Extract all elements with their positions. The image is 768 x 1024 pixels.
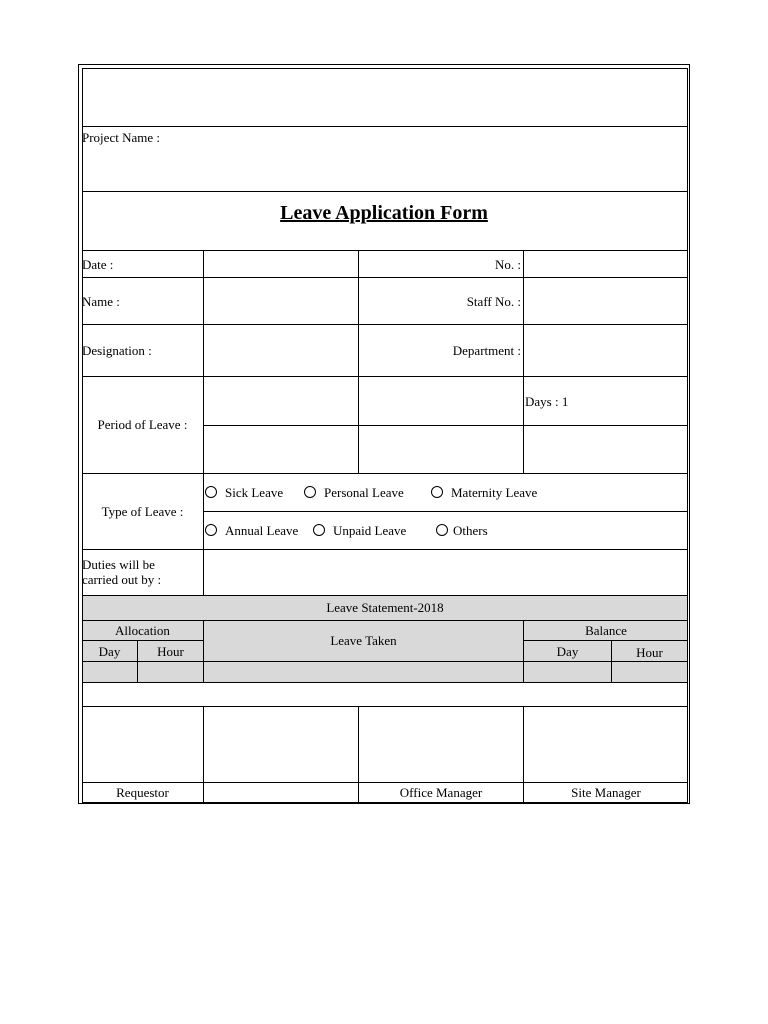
annual-leave-radio[interactable] <box>205 524 217 536</box>
rule <box>82 549 688 550</box>
annual-leave-label: Annual Leave <box>225 523 299 538</box>
leave-taken-header: Leave Taken <box>330 633 397 648</box>
site-manager-label: Site Manager <box>571 785 641 800</box>
rule <box>203 250 204 377</box>
date-label: Date : <box>82 257 114 272</box>
rule <box>82 250 688 251</box>
unpaid-leave-label: Unpaid Leave <box>333 523 407 538</box>
balance-header: Balance <box>585 623 627 638</box>
no-label: No. : <box>495 257 521 272</box>
rule <box>523 250 524 474</box>
rule <box>687 68 688 803</box>
rule <box>82 661 688 662</box>
allocation-day-header: Day <box>98 644 121 659</box>
rule <box>358 250 359 474</box>
maternity-leave-label: Maternity Leave <box>451 485 538 500</box>
rule <box>82 782 688 783</box>
rule <box>524 640 688 641</box>
leave-taken-header-bg <box>204 620 524 682</box>
rule <box>82 802 688 803</box>
personal-leave-radio[interactable] <box>304 486 316 498</box>
balance-hour-header: Hour <box>636 645 663 660</box>
rule <box>204 511 688 512</box>
form-title: Leave Application Form <box>280 202 488 224</box>
rule <box>82 277 688 278</box>
personal-leave-label: Personal Leave <box>324 485 404 500</box>
balance-day-header: Day <box>556 644 579 659</box>
rule <box>82 473 688 474</box>
sick-leave-radio[interactable] <box>205 486 217 498</box>
duties-label: Duties will be carried out by : <box>82 557 162 587</box>
department-label: Department : <box>452 343 521 358</box>
rule <box>82 595 688 596</box>
rule <box>82 324 688 325</box>
days-value: Days : 1 <box>525 394 569 409</box>
unpaid-leave-radio[interactable] <box>313 524 325 536</box>
rule <box>82 640 204 641</box>
maternity-leave-radio[interactable] <box>431 486 443 498</box>
rule <box>203 706 204 803</box>
office-manager-label: Office Manager <box>399 785 483 800</box>
others-radio[interactable] <box>436 524 448 536</box>
project-name-label: Project Name : <box>82 130 160 145</box>
designation-label: Designation : <box>82 343 152 358</box>
rule <box>82 376 688 377</box>
others-label: Others <box>453 523 488 538</box>
leave-statement-title: Leave Statement-2018 <box>326 600 444 615</box>
rule <box>82 682 688 683</box>
sick-leave-label: Sick Leave <box>225 485 284 500</box>
rule <box>82 191 688 192</box>
rule <box>203 620 204 682</box>
rule <box>82 126 688 127</box>
rule <box>82 68 688 69</box>
staff-no-label: Staff No. : <box>466 294 521 309</box>
type-of-leave-label: Type of Leave : <box>101 504 184 519</box>
rule <box>82 706 688 707</box>
rule <box>203 376 204 596</box>
allocation-hour-header: Hour <box>157 644 184 659</box>
period-of-leave-label: Period of Leave : <box>97 417 188 432</box>
rule <box>82 68 83 803</box>
rule <box>82 620 688 621</box>
form-frame <box>78 64 690 804</box>
rule <box>204 425 688 426</box>
requestor-label: Requestor <box>116 785 169 800</box>
allocation-header: Allocation <box>115 623 170 638</box>
name-label: Name : <box>82 294 120 309</box>
